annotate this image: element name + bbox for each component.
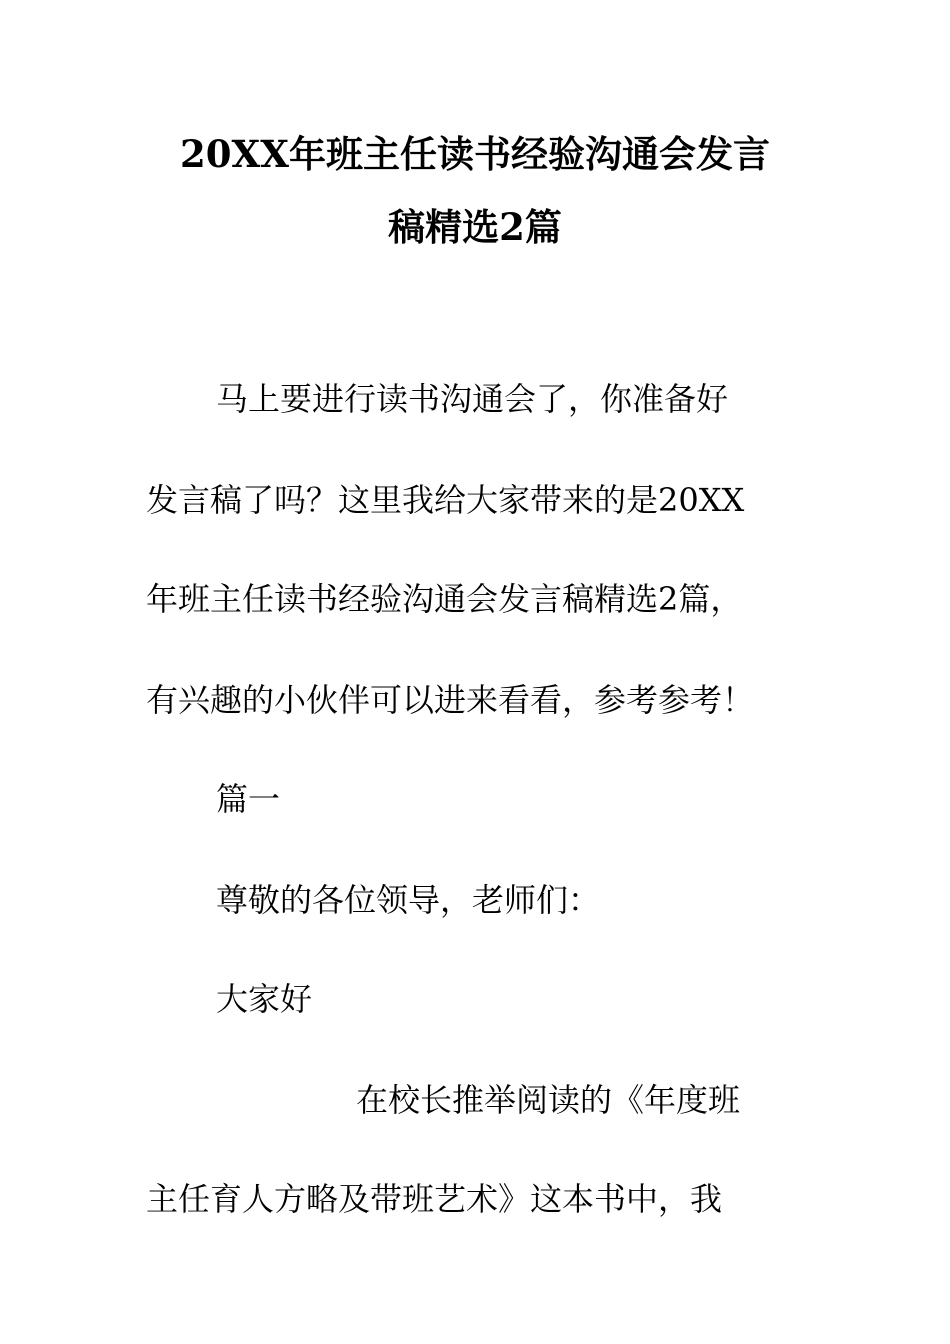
section-heading-part-one: 篇一 (216, 780, 281, 818)
speech-paragraph-line-1: 在校长推举阅读的《年度班 (356, 1081, 741, 1119)
intro-paragraph-line-1: 马上要进行读书沟通会了，你准备好 (216, 380, 729, 418)
intro-paragraph-line-2: 发言稿了吗？这里我给大家带来的是20XX (146, 481, 745, 519)
document-title-line-2: 稿精选2篇 (388, 205, 562, 249)
speech-paragraph-line-2: 主任育人方略及带班艺术》这本书中，我 (146, 1180, 723, 1218)
greeting-line: 大家好 (216, 980, 313, 1018)
intro-paragraph-line-4: 有兴趣的小伙伴可以进来看看，参考参考！ (146, 681, 755, 719)
intro-paragraph-line-3: 年班主任读书经验沟通会发言稿精选2篇， (146, 580, 743, 618)
salutation-line: 尊敬的各位领导，老师们： (216, 881, 601, 919)
document-title-line-1: 20XX年班主任读书经验沟通会发言 (180, 132, 770, 176)
